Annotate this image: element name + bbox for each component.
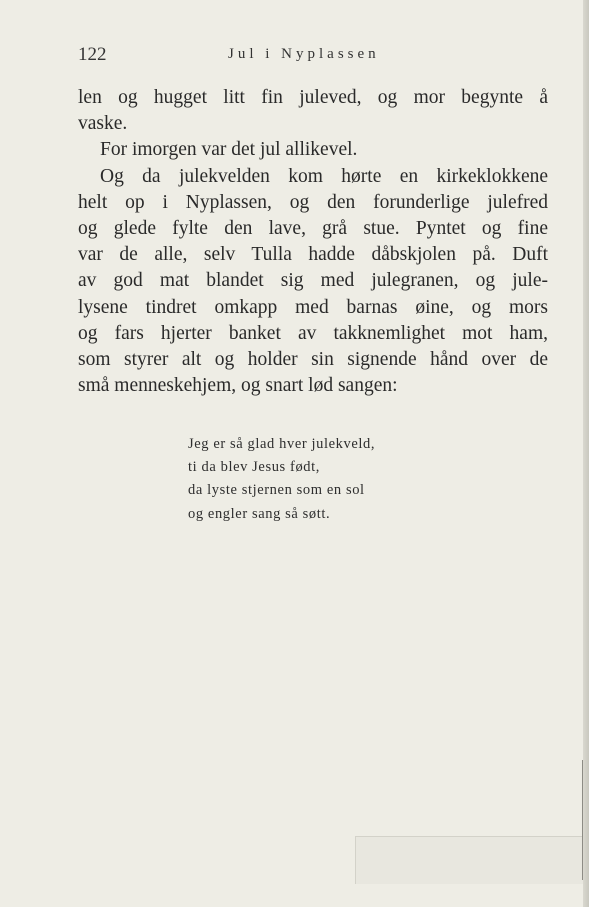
- body-text: [78, 85, 548, 399]
- verse-line: og engler sang så søtt.: [188, 505, 331, 522]
- text-line: var de alle, selv Tulla hadde dåbskjolen på. Duft: [78, 244, 548, 266]
- text-line: helt op i Nyplassen, og den forunderlige julefred: [78, 191, 548, 213]
- text-line: For imorgen var det jul allikevel.: [100, 139, 358, 161]
- text-line: små menneskehjem, og snart lød sangen:: [78, 375, 398, 397]
- text-line: lysene tindret omkapp med barnas øine, og mors: [78, 296, 548, 318]
- page-edge: [583, 0, 589, 907]
- scan-corner-patch: [355, 836, 584, 884]
- verse-line: Jeg er så glad hver julekveld,: [188, 436, 376, 452]
- text-line: og fars hjerter banket av takknemlighet mot ham,: [78, 322, 548, 344]
- running-head: [78, 44, 548, 68]
- page-number: 122: [78, 44, 107, 65]
- text-line: og glede fylte den lave, grå stue. Pyntet og fine: [78, 218, 548, 240]
- running-title: Jul i Nyplassen: [228, 46, 380, 62]
- text-line: len og hugget litt fin juleved, og mor begynte å: [78, 87, 548, 108]
- verse-block: [188, 433, 448, 526]
- text-line: som styrer alt og holder sin signende hånd over de: [78, 349, 548, 371]
- text-line: vaske.: [78, 113, 128, 135]
- text-line: Og da julekvelden kom hørte en kirkeklokkene: [100, 165, 548, 187]
- verse-line: ti da blev Jesus født,: [188, 459, 321, 476]
- verse-line: da lyste stjernen som en sol: [188, 482, 365, 499]
- text-line: av god mat blandet sig med julegranen, og jule-: [78, 270, 548, 292]
